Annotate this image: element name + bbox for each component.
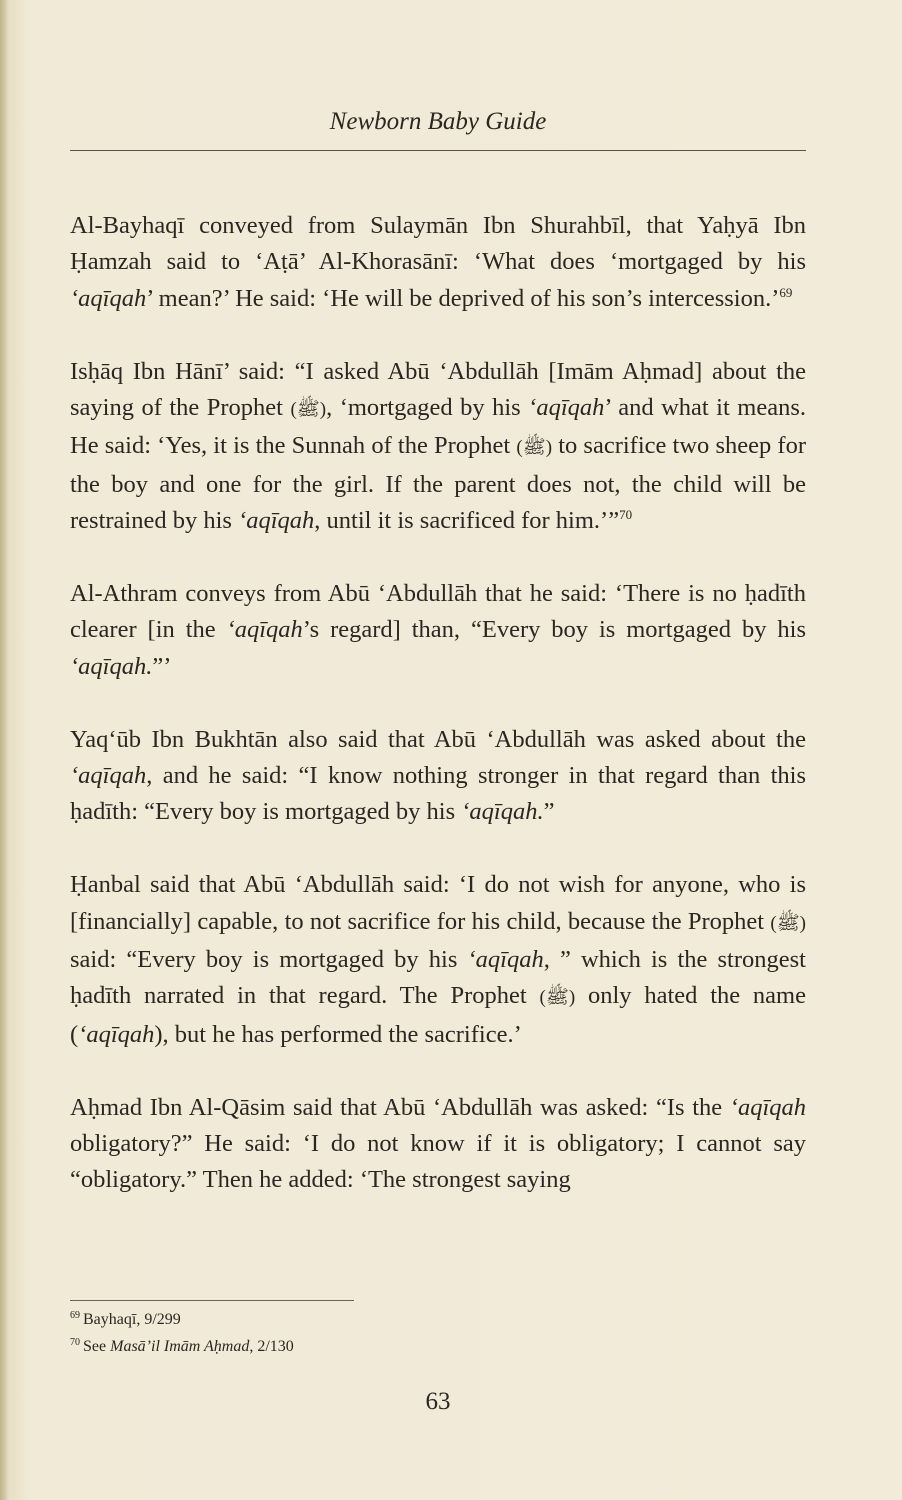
text-run: Yaq‘ūb Ibn Bukhtān also said that Abū ‘Abdullāh was asked about the [70, 725, 806, 753]
text-run: Al-Athram conveys from Abū ‘Abdullāh that he said: ‘There is no ḥadīth clearer [in the [70, 580, 806, 644]
text-run: only hated the name ( [70, 982, 806, 1048]
text-run: , ” which is the strongest ḥadīth narrated in that regard. The Prophet [70, 946, 806, 1010]
italic-term: ‘aqīqah [78, 1020, 155, 1048]
text-run: ), but he has performed the sacrifice.’ [154, 1020, 522, 1048]
italic-term: ‘aqīqah [238, 507, 315, 535]
footnote-number: 70 [70, 1336, 80, 1348]
footnote-rule [70, 1300, 354, 1301]
text-run: Aḥmad Ibn Al-Qāsim said that Abū ‘Abdullāh was asked: “Is the [70, 1093, 730, 1121]
paragraph-5 [70, 867, 806, 1053]
text-run: ’ mean?’ He said: ‘He will be deprived of his son’s intercession.’ [146, 284, 780, 312]
italic-term: ‘aqīqah [70, 762, 147, 790]
footnote-text: Bayhaqī, 9/299 [83, 1311, 181, 1328]
italic-term: ‘aqīqah [528, 394, 605, 422]
header-rule [70, 150, 806, 151]
footnote-ref-69[interactable]: 69 [779, 284, 793, 300]
italic-term: ‘aqīqah [467, 946, 544, 974]
text-run: to sacrifice two sheep for the boy and one for the girl. If the parent does not, the child will be restrained by his [70, 432, 807, 535]
text-run: obligatory?” He said: ‘I do not know if it is obligatory; I cannot say “obligatory.” Then he added: ‘The strongest saying [70, 1130, 806, 1194]
text-run: ’s regard] than, “Every boy is mortgaged by his [302, 616, 806, 644]
paragraph-1 [70, 208, 806, 317]
footnote-text: See [83, 1338, 111, 1355]
page-gutter-shadow [0, 0, 8, 1500]
paragraph-2 [70, 354, 806, 540]
text-run: Ḥanbal said that Abū ‘Abdullāh said: ‘I do not wish for anyone, who is [financially] capable, to not sacrifice for his child, because the Prophet [70, 871, 806, 935]
paragraph-6 [70, 1090, 806, 1199]
footnote-70 [70, 1333, 670, 1360]
paragraph-4 [70, 722, 806, 831]
text-run: , and he said: “I know nothing stronger in that regard than this ḥadīth: “Every boy is mortgaged by his [70, 762, 806, 826]
paragraph-3 [70, 576, 806, 685]
running-head: Newborn Baby Guide [329, 108, 547, 135]
salutation-symbol: (ﷺ) [516, 437, 553, 459]
footnote-ref-70[interactable]: 70 [619, 507, 633, 523]
text-run: ’ and what it means. He said: ‘Yes, it is the Sunnah of the Prophet [70, 394, 806, 460]
text-run: , ‘mortgaged by his [326, 394, 529, 422]
footnote-title: Masā’il Imām Aḥmad [110, 1338, 250, 1355]
page-number: 63 [425, 1388, 451, 1415]
italic-term: ‘aqīqah [226, 616, 303, 644]
text-run: ”’ [152, 652, 172, 680]
italic-term: ‘aqīqah [70, 284, 147, 312]
salutation-symbol: (ﷺ) [539, 987, 576, 1009]
italic-term: ‘aqīqah. [70, 652, 153, 680]
text-run: , until it is sacrificed for him.’” [314, 507, 620, 535]
text-run: Al-Bayhaqī conveyed from Sulaymān Ibn Shurahbīl, that Yaḥyā Ibn Ḥamzah said to ‘Aṭā’ Al-Khorasānī: ‘What does ‘mortgaged by his [70, 212, 806, 276]
italic-term: ‘aqīqah. [461, 798, 544, 826]
text-run: said: “Every boy is mortgaged by his [70, 946, 468, 974]
text-run: ” [543, 798, 555, 826]
italic-term: ‘aqīqah [729, 1093, 806, 1121]
footnote-text: , 2/130 [249, 1338, 294, 1355]
salutation-symbol: (ﷺ) [770, 912, 806, 934]
footnotes [70, 1306, 670, 1360]
text-run: Isḥāq Ibn Hānī’ said: “I asked Abū ‘Abdullāh [Imām Aḥmad] about the saying of the Prophet [70, 357, 806, 422]
footnote-69 [70, 1306, 670, 1333]
body-text [70, 208, 806, 1199]
footnote-number: 69 [70, 1309, 80, 1321]
salutation-symbol: (ﷺ) [290, 399, 327, 421]
